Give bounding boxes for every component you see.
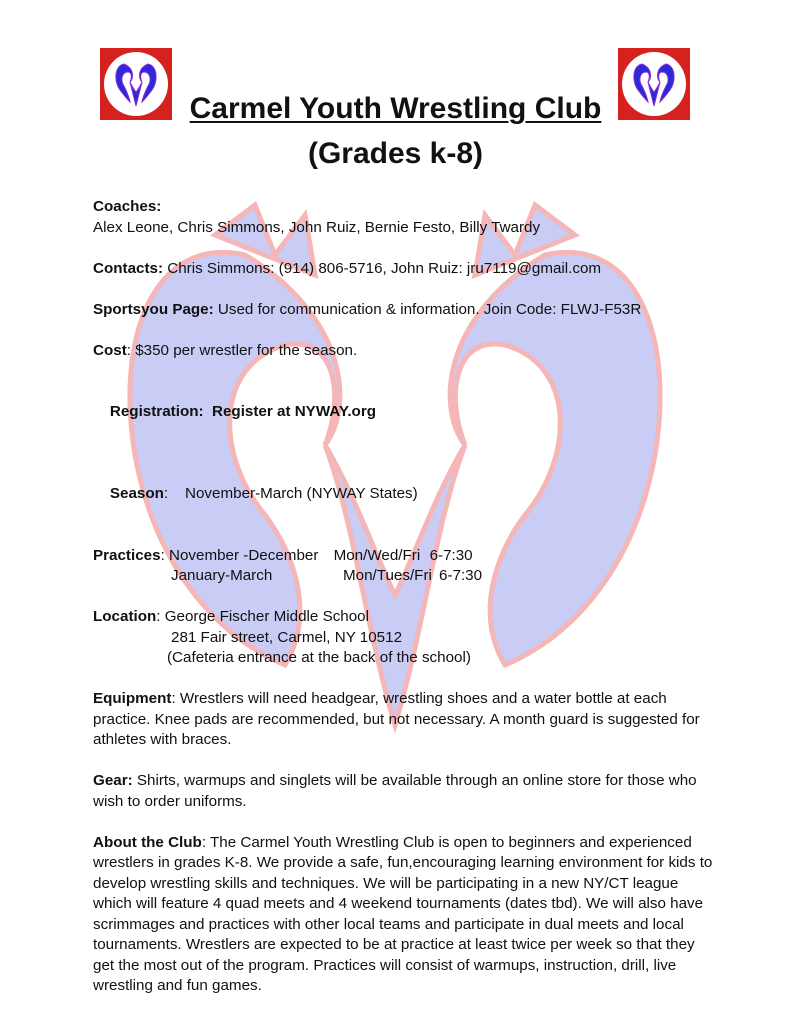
contacts-label: Contacts: [93,259,164,277]
gear-text: Shirts, warmups and singlets will be available through an online store for those who wish to order uniforms. [93,772,697,810]
practice-days: Mon/Tues/Fri [343,567,432,584]
practices-label: Practices [93,546,161,564]
cost-label: Cost [93,341,127,359]
practices-section [93,546,713,587]
practice-days: Mon/Wed/Fri [333,546,421,564]
location-label: Location [93,608,157,625]
location-line: : George Fischer Middle School [156,608,370,625]
about-text: : The Carmel Youth Wrestling Club is open to beginners and experienced wrestlers in grades K-8. We provide a safe, fun,encouraging learning environment for kids to develop wrestling skills and techniques. We will be participating in a new NY/CT league which will feature 4 quad meets and 4 weekend tournaments (dates tbd). We will also have scrimmages and practices with other local teams and participate in dual meets and local tournaments. Wrestlers are expected to be at practice at least twice per week so that they get the most out of the program. Practices will consist of warmups, instruction, drill, live wrestling and fun games. [93,833,713,994]
practice-time: 6-7:30 [429,546,473,564]
practice-time: 6-7:30 [439,567,483,584]
about-section [93,833,713,997]
flyer-body [93,197,713,1017]
sportsyou-section [93,300,713,321]
sportsyou-label: Sportsyou Page: [93,300,214,318]
contacts-text: Chris Simmons: (914) 806-5716, John Ruiz: jru7119@gmail.com [163,259,602,277]
equipment-section [93,689,713,751]
location-line: 281 Fair street, Carmel, NY 10512 [171,628,403,646]
practice-months: January-March [171,567,273,584]
season-section [93,464,713,526]
practice-row [93,566,713,587]
season-text: : November-March (NYWAY States) [163,485,418,502]
practice-months: : November -December [160,546,319,564]
gear-label: Gear: [93,772,133,789]
gear-section [93,771,713,812]
coaches-section [93,197,713,238]
cost-text: : $350 per wrestler for the season. [126,341,358,359]
about-label: About the Club [93,833,202,851]
equipment-label: Equipment [93,690,172,707]
sportsyou-text: Used for communication & information. Join Code: FLWJ-F53R [213,300,642,318]
coaches-label: Coaches: [93,198,162,215]
page-subtitle: (Grades k-8) [307,137,484,170]
page-title: Carmel Youth Wrestling Club [189,92,602,125]
location-section [93,607,713,669]
cost-section [93,341,713,362]
equipment-text: : Wrestlers will need headgear, wrestling shoes and a water bottle at each practice. Knee pads are recommended, but not necessary. A month guard is suggested for athletes with braces. [93,690,700,748]
registration-text: Register at NYWAY.org [203,403,377,420]
coaches-text: Alex Leone, Chris Simmons, John Ruiz, Bernie Festo, Billy Twardy [93,218,541,236]
practice-row [93,546,713,567]
registration-section [93,382,713,444]
season-label: Season [109,485,164,502]
contacts-section [93,259,713,280]
registration-label: Registration: [109,403,204,420]
location-line: (Cafeteria entrance at the back of the school) [167,649,471,666]
